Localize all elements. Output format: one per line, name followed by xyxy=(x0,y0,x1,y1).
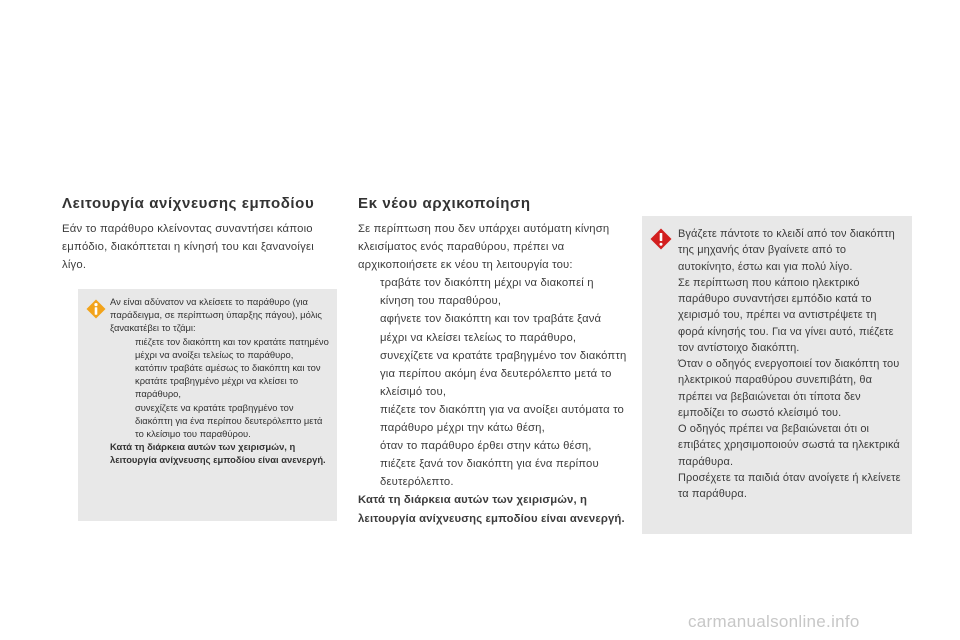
list-item-text: κατόπιν τραβάτε αμέσως το διακόπτη και τον κρατάτε τραβηγμένο μέχρι να κλείσει το παράθυρο, xyxy=(135,362,321,400)
list-item-text: όταν το παράθυρο έρθει στην κάτω θέση, πιέζετε ξανά τον διακόπτη για ένα περίπου δευτερόλεπτο. xyxy=(380,440,599,489)
list-item xyxy=(358,274,630,310)
reinitialisation-footer: Κατά τη διάρκεια αυτών των χειρισμών, η λειτουργία ανίχνευσης εμποδίου είναι ανενεργή. xyxy=(358,494,625,525)
list-item xyxy=(358,310,630,346)
warning-paragraph: Βγάζετε πάντοτε το κλειδί από τον διακόπτη της μηχανής όταν βγαίνετε από το αυτοκίνητο, έστω και για πολύ λίγο. xyxy=(678,228,895,273)
list-item xyxy=(110,335,332,361)
warning-paragraph: Ο οδηγός πρέπει να βεβαιώνεται ότι οι επιβάτες χρησιμοποιούν σωστά τα ηλεκτρικά παράθυρα. xyxy=(678,423,900,468)
list-item-text: αφήνετε τον διακόπτη και τον τραβάτε ξανά μέχρι να κλείσει τελείως το παράθυρο, xyxy=(380,313,602,344)
middle-column xyxy=(358,195,630,528)
left-column xyxy=(62,195,334,274)
obstacle-detection-intro: Εάν το παράθυρο κλείνοντας συναντήσει κάποιο εμπόδιο, διακόπτεται η κίνησή του και ξανανοίγει λίγο. xyxy=(62,223,314,271)
reinitialisation-title: Εκ νέου αρχικοποίηση xyxy=(358,195,531,212)
watermark: carmanualsonline.info xyxy=(688,612,860,631)
list-item xyxy=(358,437,630,491)
list-item xyxy=(358,401,630,437)
list-item xyxy=(110,401,332,441)
list-item xyxy=(110,361,332,401)
list-item-text: συνεχίζετε να κρατάτε τραβηγμένο τον διακόπτη για περίπου ακόμη ένα δευτερόλεπτο μετά το κλείσιμό του, xyxy=(380,349,627,398)
list-item-text: πιέζετε τον διακόπτη και τον κρατάτε πατημένο μέχρι να ανοίξει τελείως το παράθυρο, xyxy=(135,335,329,360)
reinitialisation-intro: Σε περίπτωση που δεν υπάρχει αυτόματη κίνηση κλεισίματος ενός παραθύρου, πρέπει να αρχικοποιήσετε εκ νέου τη λειτουργία του: xyxy=(358,223,610,272)
list-item-text: τραβάτε τον διακόπτη μέχρι να διακοπεί η κίνηση του παραθύρου, xyxy=(380,277,594,308)
info-note-box xyxy=(78,289,337,521)
info-icon xyxy=(86,299,106,319)
warning-note-box xyxy=(642,216,912,534)
list-item-text: συνεχίζετε να κρατάτε τραβηγμένο τον διακόπτη για ένα περίπου δευτερόλεπτο μετά το κλείσιμο του παραθύρου. xyxy=(135,401,323,440)
info-note-text xyxy=(110,295,332,467)
warning-paragraph: Προσέχετε τα παιδιά όταν ανοίγετε ή κλείνετε τα παράθυρα. xyxy=(678,471,901,500)
warning-paragraph: Σε περίπτωση που κάποιο ηλεκτρικό παράθυρο συναντήσει εμπόδιο κατά το χειρισμό του, πρέπει να αντιστρέψετε τη φορά κίνησής του. Για να γίνει αυτό, πιέζετε τον αντίστοιχο διακόπτη. xyxy=(678,276,894,354)
info-note-footer: Κατά τη διάρκεια αυτών των χειρισμών, η λειτουργία ανίχνευσης εμποδίου είναι ανενεργή. xyxy=(110,441,326,466)
warning-paragraph: Όταν ο οδηγός ενεργοποιεί τον διακόπτη του ηλεκτρικού παραθύρου συνεπιβάτη, θα πρέπει να βεβαιώνεται ότι τίποτα δεν εμποδίζει το σωστό κλείσιμό του. xyxy=(678,358,900,419)
obstacle-detection-title: Λειτουργία ανίχνευσης εμποδίου xyxy=(62,195,315,212)
list-item-text: πιέζετε τον διακόπτη για να ανοίξει αυτόματα το παράθυρο μέχρι την κάτω θέση, xyxy=(380,403,624,435)
info-note-lead: Αν είναι αδύνατον να κλείσετε το παράθυρο (για παράδειγμα, σε περίπτωση ύπαρξης πάγου), μόλις ξανακατέβει το τζάμι: xyxy=(110,296,322,334)
warning-icon xyxy=(650,228,672,250)
list-item xyxy=(358,347,630,401)
warning-note-text xyxy=(678,226,904,502)
reinitialisation-body xyxy=(358,220,630,528)
